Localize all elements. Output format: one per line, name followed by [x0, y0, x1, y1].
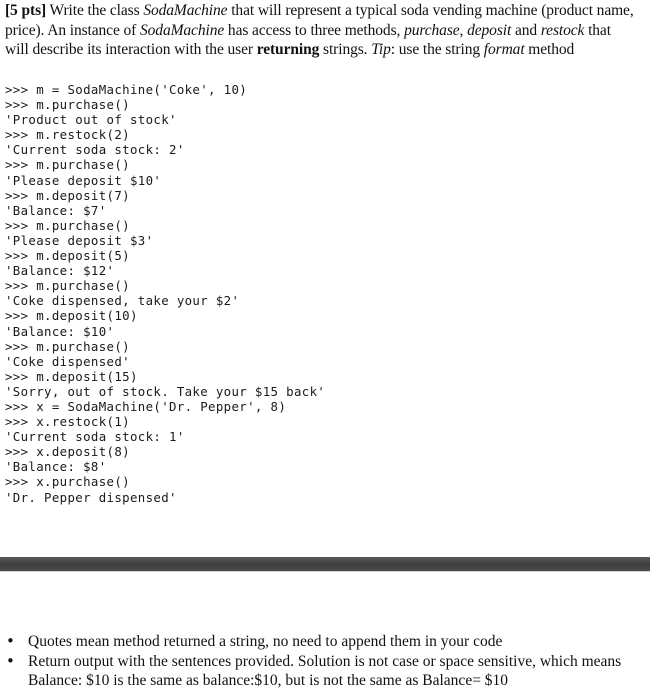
code-line: >>> m.restock(2): [5, 127, 130, 143]
code-line: >>> m.deposit(5): [5, 248, 130, 264]
code-line: >>> m.deposit(15): [5, 368, 138, 384]
note-text: Quotes mean method returned a string, no need to append them in your code: [28, 633, 503, 650]
code-line: 'Please deposit $3': [5, 232, 154, 248]
question-text: [5, 1, 637, 60]
method-name-deposit: deposit: [467, 21, 512, 39]
class-name: SodaMachine: [143, 2, 228, 19]
code-line: 'Product out of stock': [5, 112, 177, 128]
code-line: 'Balance: $10': [5, 323, 115, 339]
code-line: >>> x.purchase(): [5, 474, 130, 490]
code-line: >>> m = SodaMachine('Coke', 10): [5, 82, 248, 97]
list-item: [0, 632, 650, 652]
note-text: Return output with the sentences provided. Solution is not case or space sensitive, which means Balance: $10 is the same as balance:$10, but is not the same as Balance= $10: [28, 652, 622, 689]
code-line: 'Current soda stock: 2': [5, 142, 185, 158]
code-line: >>> m.purchase(): [5, 157, 130, 173]
question-part: : use the string: [390, 41, 484, 58]
list-item: [0, 652, 650, 691]
code-line: >>> m.deposit(10): [5, 308, 138, 324]
question-part: strings.: [319, 41, 372, 58]
returning-emphasis: returning: [256, 41, 320, 58]
question-part: that will describe its interaction with the user: [5, 21, 611, 58]
code-line: >>> m.purchase(): [5, 338, 130, 354]
method-name-purchase: purchase: [404, 21, 460, 39]
code-line: 'Current soda stock: 1': [5, 429, 185, 445]
question-part: ,: [459, 21, 468, 39]
code-line: 'Balance: $12': [5, 263, 115, 279]
method-name-restock: restock: [540, 21, 585, 39]
code-line: 'Please deposit $10': [5, 172, 162, 188]
section-divider: [0, 557, 650, 571]
code-line: >>> m.purchase(): [5, 97, 130, 113]
code-line: 'Balance: $7': [5, 202, 107, 218]
code-example: [5, 82, 325, 505]
code-line: >>> m.purchase(): [5, 217, 130, 233]
question-part: that will represent a typical soda vending machine (product name, price). An instance of: [5, 2, 634, 39]
notes-list: [0, 632, 650, 691]
code-line: 'Coke dispensed, take your $2': [5, 293, 240, 309]
points-label: [5 pts]: [5, 2, 47, 19]
bullet-icon: •: [6, 651, 15, 670]
tip-label: Tip: [371, 41, 391, 58]
code-line: >>> x.restock(1): [5, 414, 130, 430]
question-part: has access to three methods,: [224, 21, 405, 39]
code-line: 'Sorry, out of stock. Take your $15 back': [5, 383, 326, 399]
code-line: >>> x.deposit(8): [5, 444, 130, 460]
code-line: 'Dr. Pepper dispensed': [5, 489, 177, 505]
question-part: Write the class: [46, 2, 144, 19]
class-name: SodaMachine: [140, 21, 225, 39]
code-line: 'Balance: $8': [5, 459, 107, 475]
question-part: method: [524, 41, 575, 58]
code-line: 'Coke dispensed': [5, 353, 130, 369]
format-word: format: [483, 41, 525, 58]
question-part: and: [511, 21, 541, 39]
bullet-icon: •: [6, 632, 15, 650]
code-line: >>> m.purchase(): [5, 278, 130, 294]
code-line: >>> m.deposit(7): [5, 187, 130, 203]
code-line: >>> x = SodaMachine('Dr. Pepper', 8): [5, 398, 287, 414]
